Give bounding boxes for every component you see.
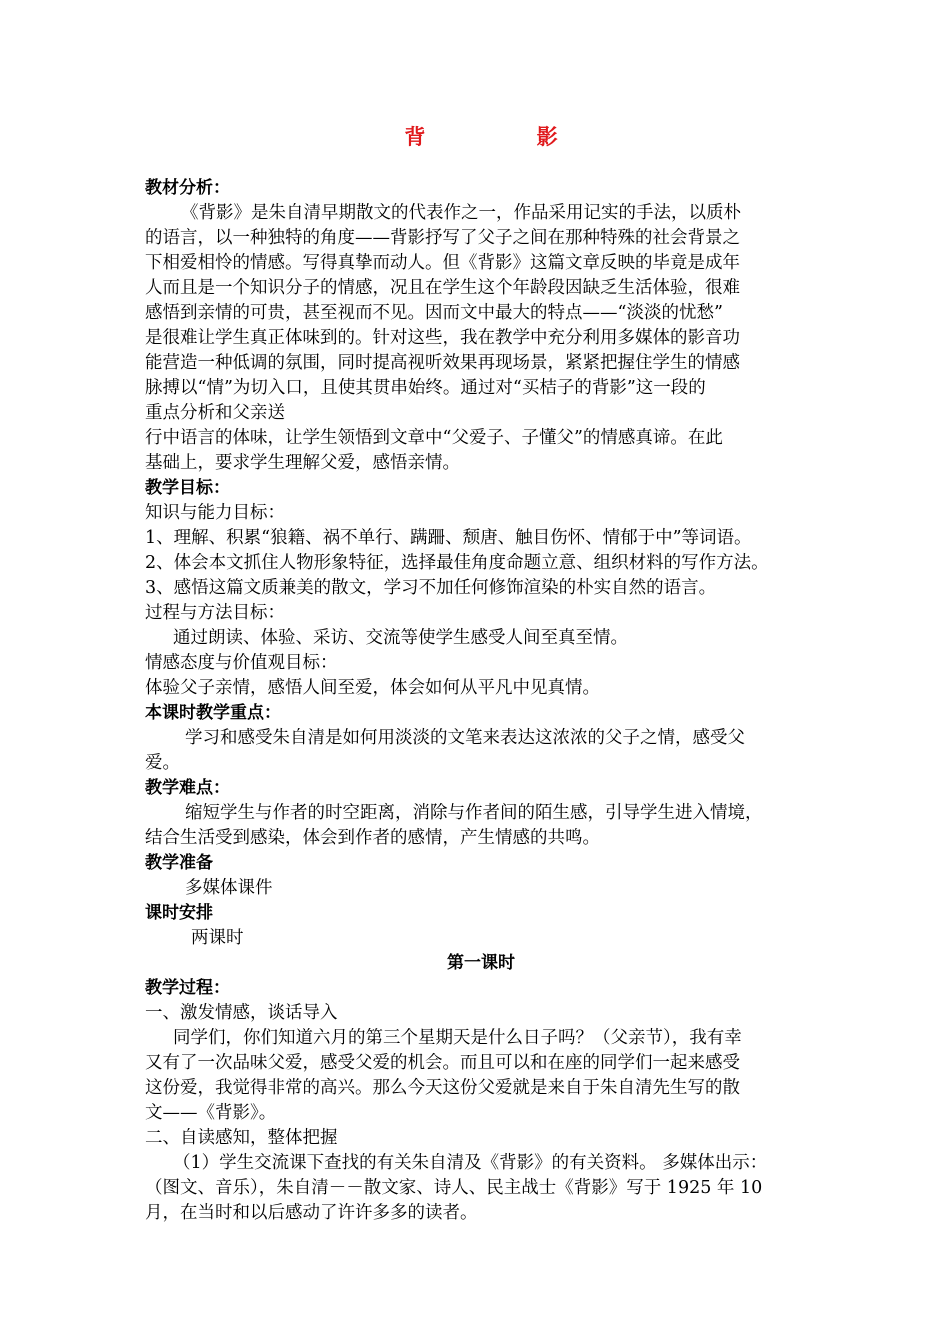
emotion-goals-text: 体验父子亲情，感悟人间至爱，体会如何从平凡中见真情。 [145, 678, 600, 698]
analysis-heading: 教材分析： [145, 178, 230, 198]
knowledge-goal-item: 3、感悟这篇文质兼美的散文，学习不加任何修饰渲染的朴实自然的语言。 [145, 578, 717, 598]
emotion-goals-heading: 情感态度与价值观目标： [145, 653, 338, 673]
preparation-text: 多媒体课件 [185, 878, 273, 898]
step1-line: 这份爱，我觉得非常的高兴。那么今天这份父爱就是来自于朱自清先生写的散 [145, 1078, 740, 1098]
analysis-line: 下相爱相怜的情感。写得真挚而动人。但《背影》这篇文章反映的毕竟是成年 [145, 253, 740, 273]
analysis-line: 是很难让学生真正体味到的。针对这些，我在教学中充分利用多媒体的影音功 [145, 328, 740, 348]
lesson1-heading: 第一课时 [447, 953, 515, 973]
goals-heading: 教学目标： [145, 478, 230, 498]
difficulties-line: 缩短学生与作者的时空距离，消除与作者间的陌生感，引导学生进入情境， [185, 803, 763, 823]
key-points-heading: 本课时教学重点： [145, 703, 281, 723]
difficulties-heading: 教学难点： [145, 778, 230, 798]
analysis-line: 脉搏以“情”为切入口，且使其贯串始终。通过对“买桔子的背影”这一段的 [145, 378, 706, 398]
step1-line: 文——《背影》。 [145, 1103, 277, 1123]
schedule-heading: 课时安排 [145, 903, 213, 923]
knowledge-goal-item: 1、理解、积累“狼籍、祸不单行、蹒跚、颓唐、触目伤怀、情郁于中”等词语。 [145, 528, 752, 548]
difficulties-line: 结合生活受到感染，体会到作者的感情，产生情感的共鸣。 [145, 828, 600, 848]
knowledge-goals-heading: 知识与能力目标： [145, 503, 285, 523]
teaching-process-heading: 教学过程： [145, 978, 230, 998]
analysis-line: 《背影》是朱自清早期散文的代表作之一，作品采用记实的手法，以质朴 [181, 203, 741, 223]
step1-line: 又有了一次品味父爱，感受父爱的机会。而且可以和在座的同学们一起来感受 [145, 1053, 740, 1073]
step2-line: 月，在当时和以后感动了许许多多的读者。 [145, 1203, 478, 1223]
document-title: 背 影 [404, 125, 610, 149]
analysis-line: 基础上，要求学生理解父爱，感悟亲情。 [145, 453, 460, 473]
preparation-heading: 教学准备 [145, 853, 213, 873]
key-points-line: 学习和感受朱自清是如何用淡淡的文笔来表达这浓浓的父子之情，感受父 [185, 728, 745, 748]
document-page [145, 118, 817, 1226]
step2-heading: 二、自读感知，整体把握 [145, 1128, 338, 1148]
knowledge-goal-item: 2、体会本文抓住人物形象特征，选择最佳角度命题立意、组织材料的写作方法。 [145, 553, 769, 573]
analysis-line: 能营造一种低调的氛围，同时提高视听效果再现场景，紧紧把握住学生的情感 [145, 353, 740, 373]
analysis-line: 人而且是一个知识分子的情感，况且在学生这个年龄段因缺乏生活体验，很难 [145, 278, 740, 298]
step2-line: （图文、音乐），朱自清－－散文家、诗人、民主战士《背影》写于 1925 年 10 [145, 1178, 763, 1198]
schedule-text: 两课时 [191, 928, 244, 948]
step1-line: 同学们，你们知道六月的第三个星期天是什么日子吗？（父亲节），我有幸 [173, 1028, 742, 1048]
step2-line: （1）学生交流课下查找的有关朱自清及《背影》的有关资料。 多媒体出示： [173, 1153, 768, 1173]
analysis-line: 行中语言的体味，让学生领悟到文章中“父爱子、子懂父”的情感真谛。在此 [145, 428, 723, 448]
analysis-line: 重点分析和父亲送 [145, 403, 285, 423]
process-goals-text: 通过朗读、体验、采访、交流等使学生感受人间至真至情。 [173, 628, 628, 648]
step1-heading: 一、激发情感，谈话导入 [145, 1003, 338, 1023]
analysis-line: 感悟到亲情的可贵，甚至视而不见。因而文中最大的特点——“淡淡的忧愁” [145, 303, 723, 323]
key-points-line: 爱。 [145, 753, 180, 773]
process-goals-heading: 过程与方法目标： [145, 603, 285, 623]
analysis-line: 的语言，以一种独特的角度——背影抒写了父子之间在那种特殊的社会背景之 [145, 228, 740, 248]
